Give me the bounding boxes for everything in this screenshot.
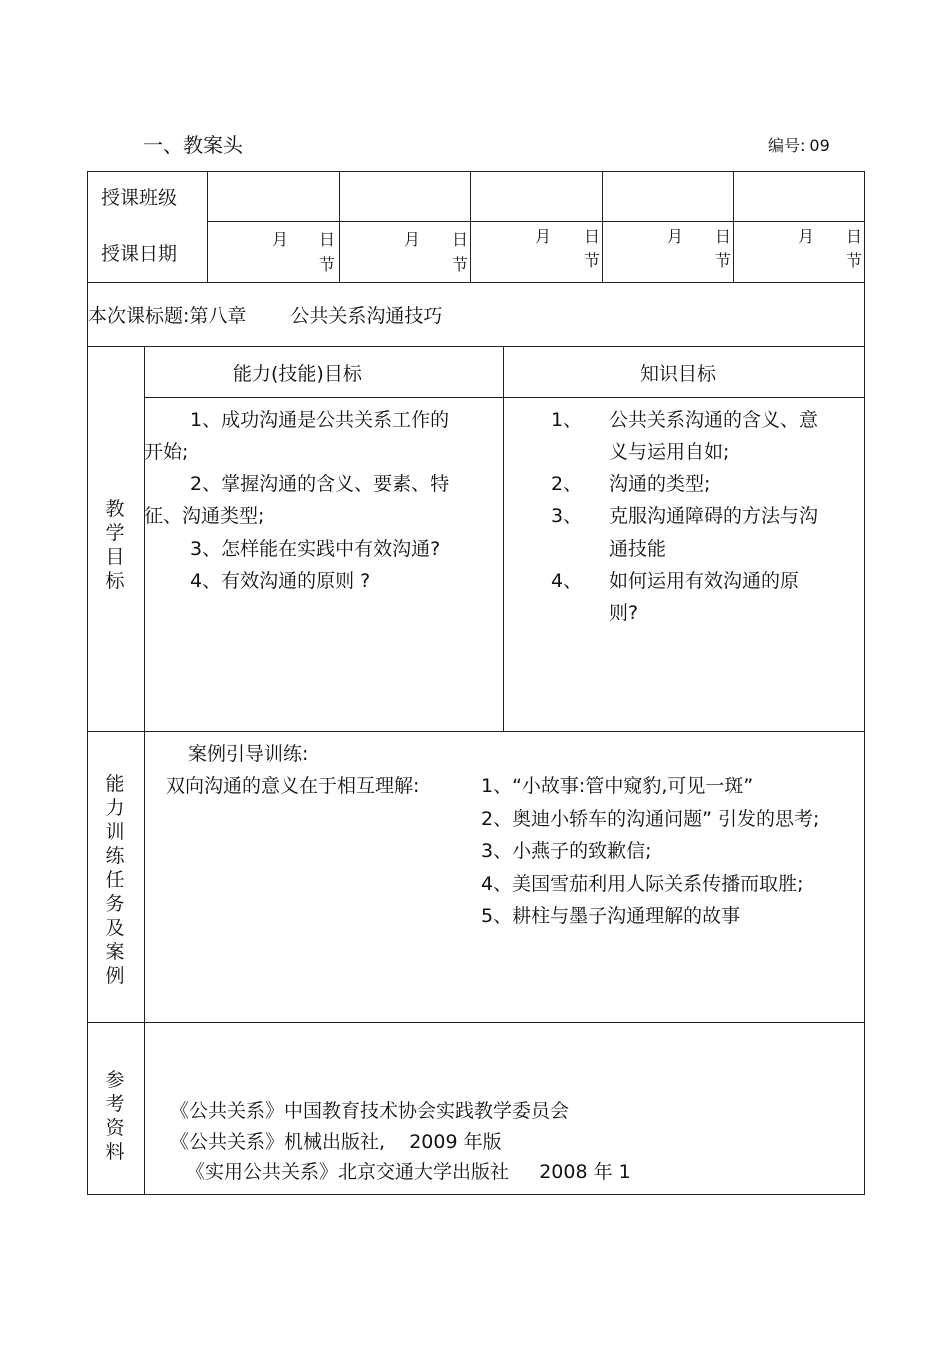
topic-label: 本次课标题: xyxy=(88,305,190,327)
training-item: 1、“小故事:管中窥豹,可见一斑” xyxy=(481,775,754,797)
side-label-char: 能 xyxy=(105,773,125,795)
date-month: 月 xyxy=(272,230,289,249)
date-month: 月 xyxy=(535,227,552,246)
document-title: 一、教案头 xyxy=(143,133,243,157)
side-label-char: 目 xyxy=(105,546,125,568)
date-day: 日 xyxy=(584,227,601,246)
knowledge-header: 知识目标 xyxy=(640,363,717,385)
date-label: 授课日期 xyxy=(101,243,178,265)
topic-chapter: 第八章 xyxy=(189,305,247,327)
ability-line: 4、有效沟通的原则 ? xyxy=(190,570,371,592)
side-label-char: 例 xyxy=(105,965,125,987)
side-label-char: 教 xyxy=(105,498,125,520)
side-label-char: 学 xyxy=(105,522,125,544)
training-item: 5、耕柱与墨子沟通理解的故事 xyxy=(481,905,741,927)
topic-title: 公共关系沟通技巧 xyxy=(290,305,443,327)
side-label-char: 资 xyxy=(105,1117,125,1139)
side-label-char: 任 xyxy=(105,869,125,891)
date-section: 节 xyxy=(846,251,863,270)
date-day: 日 xyxy=(319,230,336,249)
document-code-value: 09 xyxy=(809,136,830,155)
date-section: 节 xyxy=(715,251,732,270)
knowledge-line: 克服沟通障碍的方法与沟 xyxy=(609,505,819,527)
knowledge-line: 如何运用有效沟通的原 xyxy=(609,570,800,592)
date-section: 节 xyxy=(584,251,601,270)
document-code-label: 编号: xyxy=(768,136,806,155)
side-label-char: 练 xyxy=(105,845,125,867)
knowledge-num: 1、 xyxy=(551,409,583,431)
class-label: 授课班级 xyxy=(101,187,178,209)
date-month: 月 xyxy=(798,227,815,246)
document-code xyxy=(768,133,830,156)
side-label-char: 考 xyxy=(105,1093,125,1115)
date-day: 日 xyxy=(846,227,863,246)
training-item: 4、美国雪茄利用人际关系传播而取胜; xyxy=(481,873,804,895)
date-month: 月 xyxy=(404,230,421,249)
knowledge-line: 通技能 xyxy=(609,538,667,560)
side-label-char: 及 xyxy=(105,917,125,939)
knowledge-line: 沟通的类型; xyxy=(609,473,711,495)
knowledge-line: 则? xyxy=(609,602,639,624)
date-day: 日 xyxy=(715,227,732,246)
knowledge-line: 公共关系沟通的含义、意 xyxy=(609,409,819,431)
training-item: 3、小燕子的致歉信; xyxy=(481,840,652,862)
side-label-char: 标 xyxy=(105,570,125,592)
objectives-side-label xyxy=(103,497,127,593)
training-item: 2、奥迪小轿车的沟通问题” 引发的思考; xyxy=(481,808,820,830)
date-section: 节 xyxy=(319,255,336,274)
date-day: 日 xyxy=(452,230,469,249)
ability-line: 开始; xyxy=(144,441,189,463)
reference-item: 《公共关系》中国教育技术协会实践教学委员会 xyxy=(170,1100,570,1122)
reference-item: 《实用公共关系》北京交通大学出版社 2008 年 1 xyxy=(186,1161,631,1183)
side-label-char: 料 xyxy=(105,1141,125,1163)
ability-header: 能力(技能)目标 xyxy=(233,363,362,385)
side-label-char: 参 xyxy=(105,1069,125,1091)
knowledge-num: 3、 xyxy=(551,505,583,527)
knowledge-num: 2、 xyxy=(551,473,583,495)
side-label-char: 案 xyxy=(105,941,125,963)
training-intro: 案例引导训练: xyxy=(188,743,309,765)
ability-line: 征、沟通类型; xyxy=(144,505,265,527)
references-side-label xyxy=(103,1068,127,1164)
knowledge-num: 4、 xyxy=(551,570,583,592)
ability-line: 1、成功沟通是公共关系工作的 xyxy=(190,409,450,431)
knowledge-line: 义与运用自如; xyxy=(609,441,730,463)
ability-line: 2、掌握沟通的含义、要素、特 xyxy=(190,473,450,495)
topic-row xyxy=(88,301,442,328)
training-lead: 双向沟通的意义在于相互理解: xyxy=(166,775,420,797)
side-label-char: 力 xyxy=(105,797,125,819)
ability-line: 3、怎样能在实践中有效沟通? xyxy=(190,538,441,560)
side-label-char: 训 xyxy=(105,821,125,843)
side-label-char: 务 xyxy=(105,893,125,915)
date-section: 节 xyxy=(452,255,469,274)
reference-item: 《公共关系》机械出版社, 2009 年版 xyxy=(170,1131,502,1153)
date-month: 月 xyxy=(667,227,684,246)
training-side-label xyxy=(103,772,127,988)
